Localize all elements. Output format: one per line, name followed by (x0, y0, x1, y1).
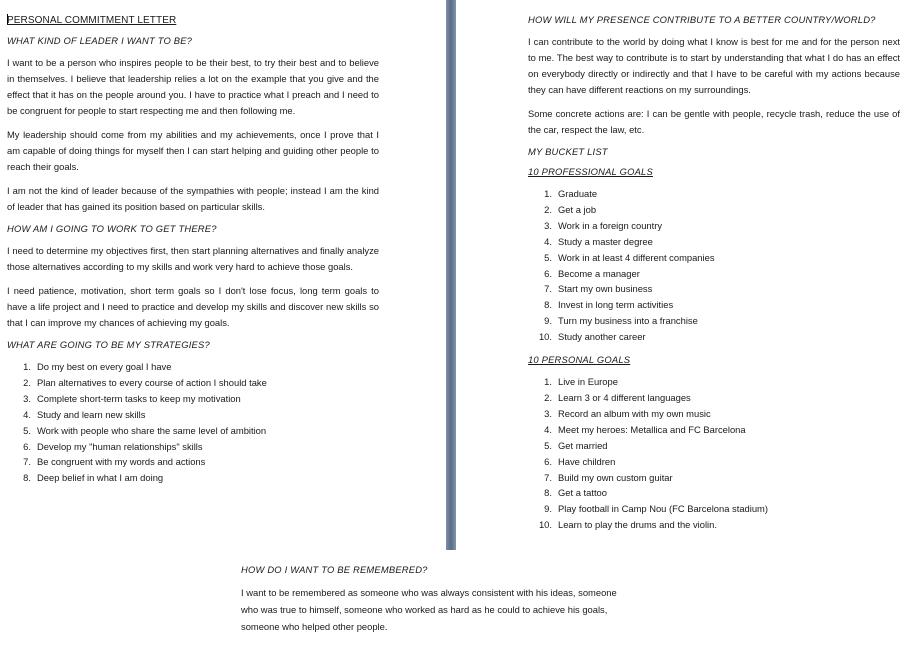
list-item: 8. Get a tattoo (544, 487, 607, 499)
list-item: 9. Turn my business into a franchise (544, 315, 698, 327)
list-item: 2. Plan alternatives to every course of action I should take (23, 376, 267, 388)
heading-bucket-list: MY BUCKET LIST (528, 146, 608, 157)
list-item: 4. Study a master degree (544, 235, 653, 247)
leader-paragraph-3: I am not the kind of leader because of the sympathies with people; instead I am the kind of leader that has gained its position based on particular skills. (7, 185, 379, 212)
list-item: 5. Work in at least 4 different companies (544, 251, 715, 263)
list-item: 7. Build my own custom guitar (544, 471, 673, 483)
remembered-paragraph: I want to be remembered as someone who was always consistent with his ideas, someone who was true to himself, someone who worked as hard as he could to achieve his goals, someone who helped other people. (241, 587, 617, 632)
list-item: 6. Have children (544, 455, 616, 467)
bottom-section (241, 564, 621, 643)
list-item: 2. Get a job (544, 203, 597, 215)
list-item: 1. Graduate (544, 188, 598, 199)
list-item: 10. Learn to play the drums and the violin. (538, 519, 717, 531)
left-column (7, 14, 379, 495)
contribute-paragraph-2: Some concrete actions are: I can be gentle with people, recycle trash, reduce the use of the car, respect the law, etc. (528, 108, 900, 135)
list-item: 4. Study and learn new skills (23, 408, 146, 420)
list-item: 10. Study another career (538, 331, 646, 343)
professional-goals-list (528, 186, 900, 345)
heading-contribute: HOW WILL MY PRESENCE CONTRIBUTE TO A BETTER COUNTRY/WORLD? (528, 14, 876, 25)
list-item: 2. Learn 3 or 4 different languages (544, 391, 691, 403)
right-column (528, 14, 900, 542)
leader-paragraph-2: My leadership should come from my abilities and my achievements, once I prove that I am capable of doing things for myself then I can start helping and guiding other people to reach their goals. (7, 129, 379, 172)
list-item: 6. Become a manager (544, 267, 640, 279)
list-item: 7. Start my own business (544, 283, 653, 295)
page-divider (446, 0, 456, 550)
list-item: 4. Meet my heroes: Metallica and FC Barcelona (544, 423, 746, 435)
work-paragraph-2: I need patience, motivation, short term goals so I don't lose focus, long term goals to have a life project and I need to practice and develop my skills and discover new skills so that I can improve my chances of achieving my goals. (7, 285, 379, 328)
strategies-list (7, 359, 379, 486)
list-item: 5. Work with people who share the same level of ambition (23, 424, 267, 436)
heading-professional-goals: 10 PROFESSIONAL GOALS (528, 166, 653, 177)
heading-work: HOW AM I GOING TO WORK TO GET THERE? (7, 223, 217, 234)
document-title-text: PERSONAL COMMITMENT LETTER (7, 15, 177, 26)
heading-remembered: HOW DO I WANT TO BE REMEMBERED? (241, 564, 428, 575)
heading-leader: WHAT KIND OF LEADER I WANT TO BE? (7, 35, 193, 46)
list-item: 8. Invest in long term activities (544, 299, 674, 311)
list-item: 3. Work in a foreign country (544, 219, 663, 231)
list-item: 8. Deep belief in what I am doing (23, 472, 164, 484)
list-item: 3. Complete short-term tasks to keep my motivation (23, 392, 241, 404)
personal-goals-list (528, 374, 900, 533)
list-item: 6. Develop my "human relationships" skills (23, 440, 203, 452)
heading-strategies: WHAT ARE GOING TO BE MY STRATEGIES? (7, 339, 210, 350)
heading-personal-goals: 10 PERSONAL GOALS (528, 354, 631, 366)
list-item: 5. Get married (544, 439, 608, 451)
list-item: 3. Record an album with my own music (544, 407, 711, 419)
leader-paragraph-1: I want to be a person who inspires people to be their best, to try their best and to believe in themselves. I believe that leadership relies a lot on the example that you give and the effect that it has on the people around you. I have to practice what I preach and I need to be congruent for people to start respecting me and then following me. (7, 57, 379, 116)
work-paragraph-1: I need to determine my objectives first, then start planning alternatives and finally analyze those alternatives according to my skills and work very hard to achieve those goals. (7, 245, 379, 272)
list-item: 7. Be congruent with my words and actions (23, 456, 206, 468)
list-item: 1. Do my best on every goal I have (23, 361, 172, 372)
list-item: 1. Live in Europe (544, 376, 618, 388)
contribute-paragraph-1: I can contribute to the world by doing what I know is best for me and for the person next to me. The best way to contribute is to start by understanding that what I do has an effect on everybody directly or indirectly and that I have to be careful with my actions because they can have different reactions on my surroundings. (528, 36, 900, 95)
document-title[interactable] (7, 14, 379, 26)
list-item: 9. Play football in Camp Nou (FC Barcelona stadium) (544, 503, 768, 515)
